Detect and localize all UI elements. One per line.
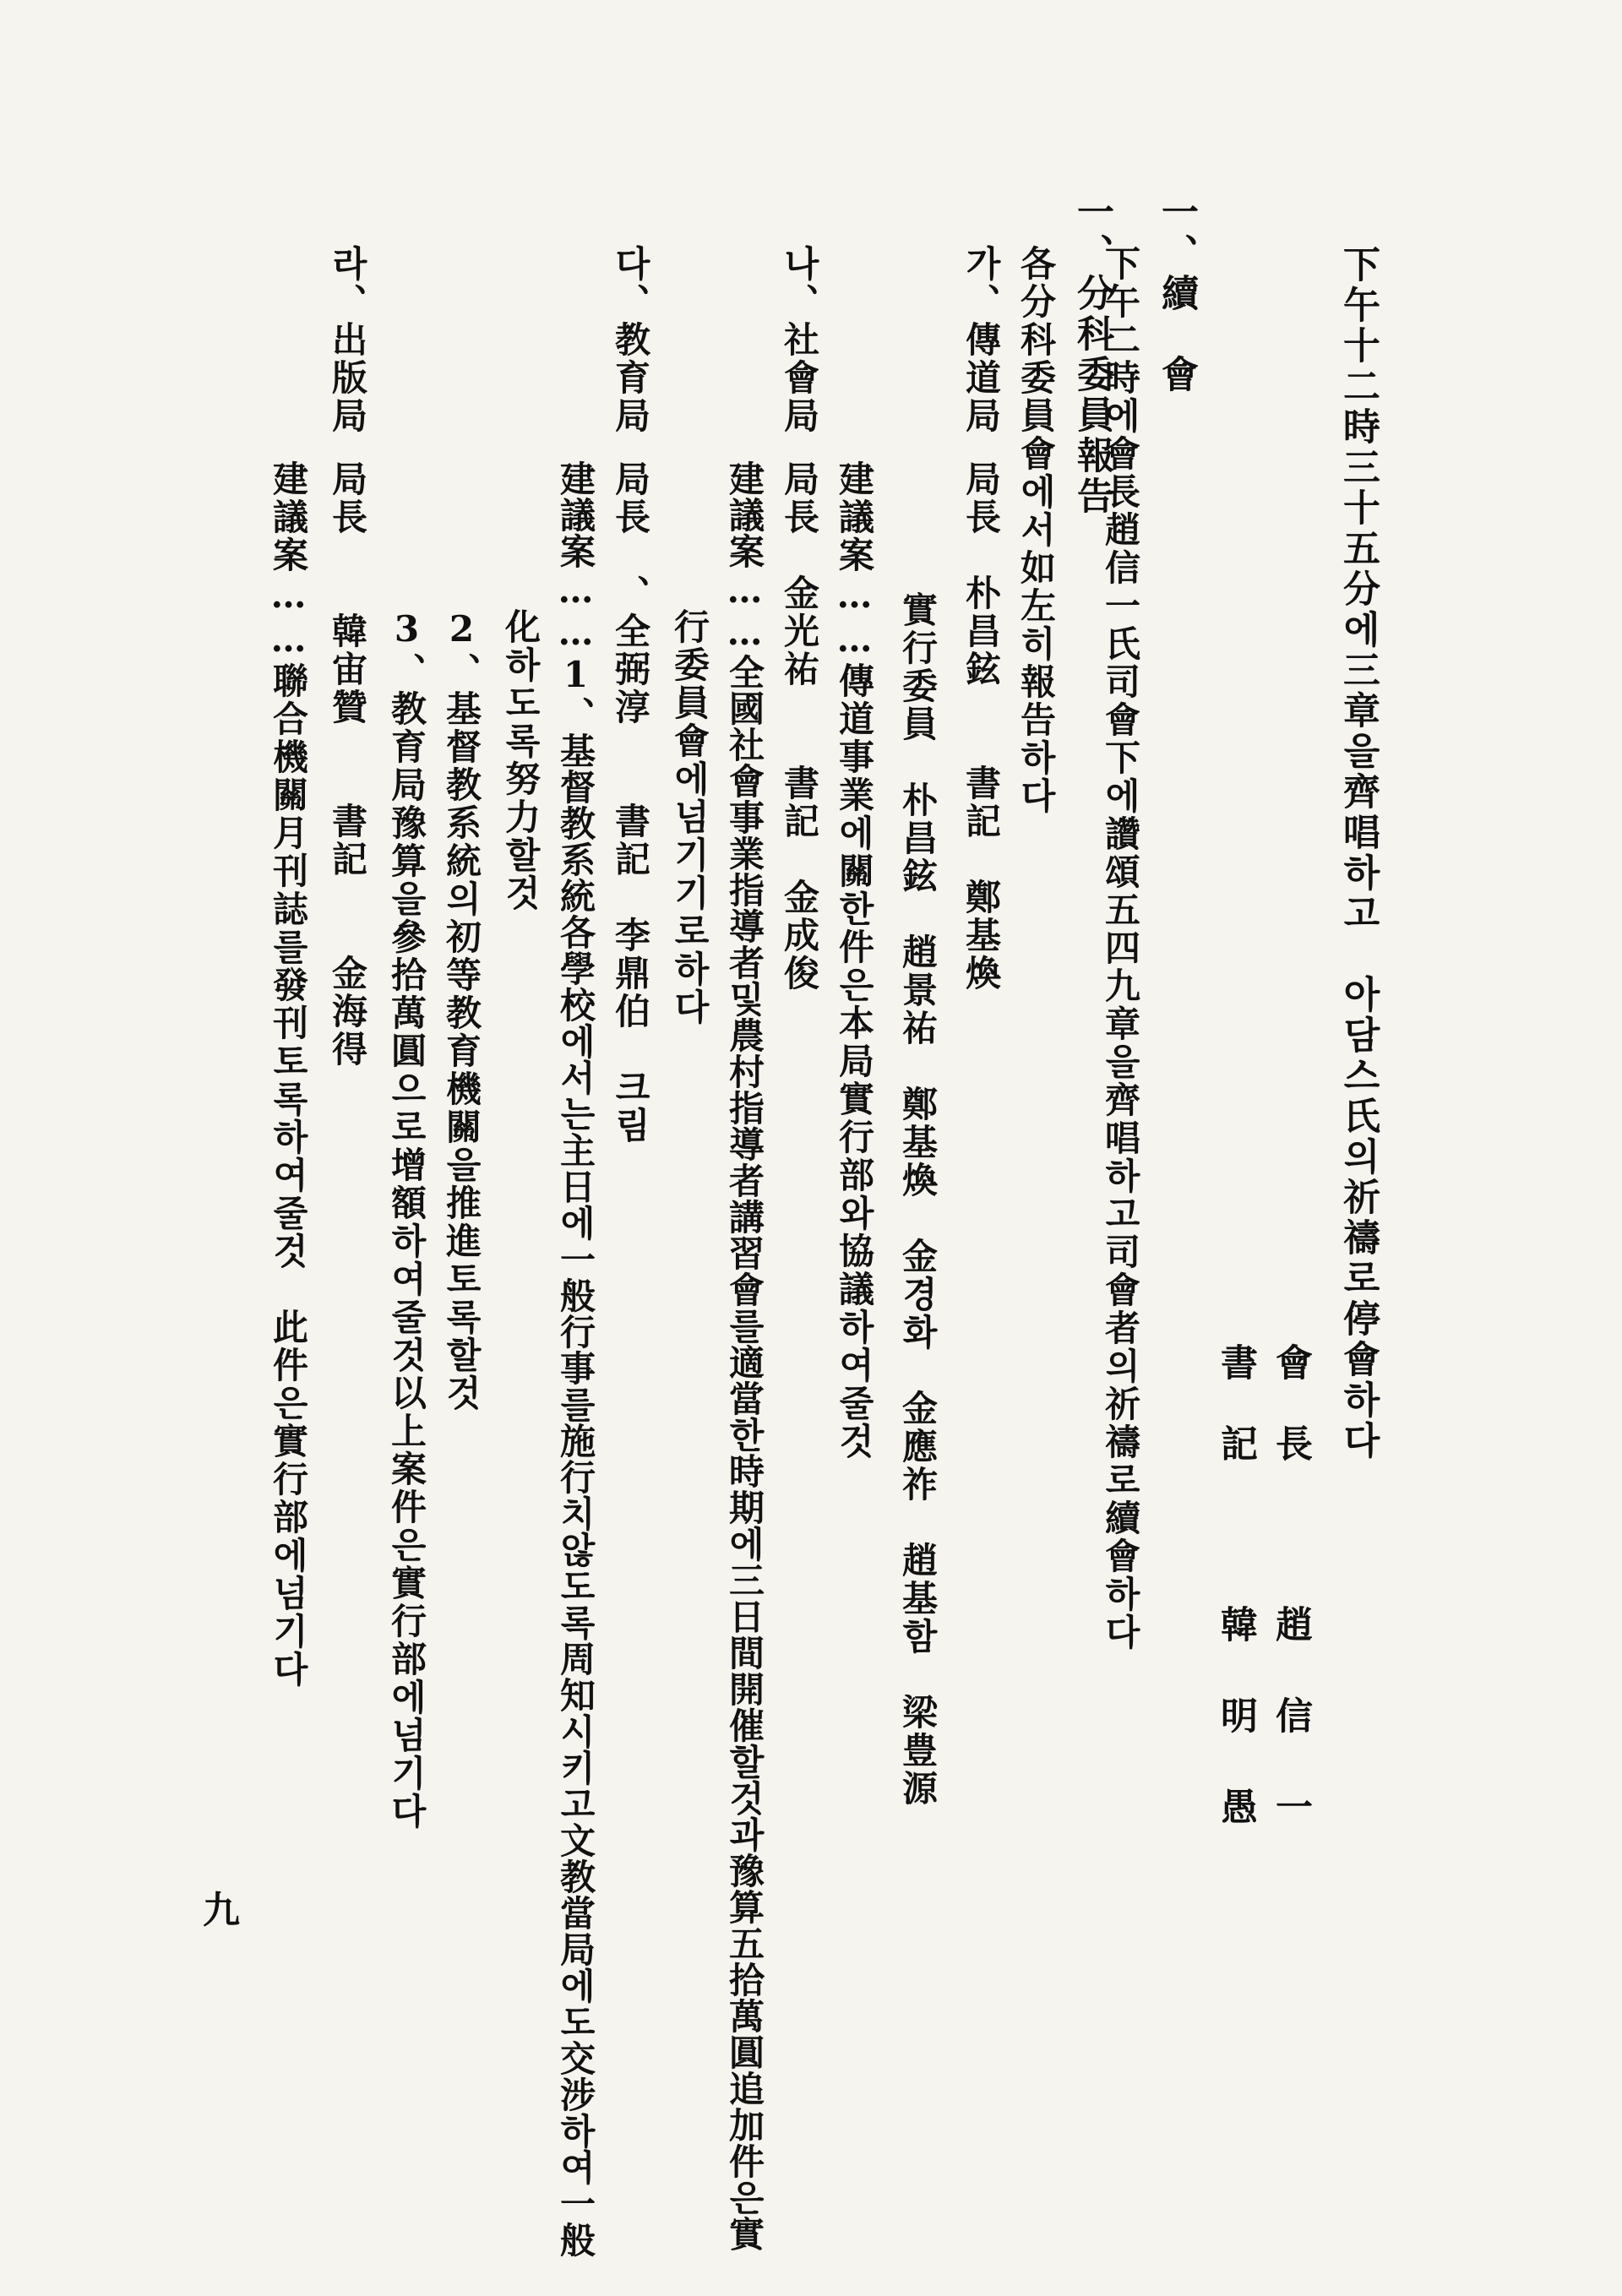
chair-name: 趙信一 [1269,1605,1312,1879]
committee-ga-heading: 가、傳道局 [961,245,1002,435]
committee-da-proposal-2: 2、基督教系統의初等教育機關을推進토록할것 [441,608,482,1412]
chair-label: 會長 [1269,1343,1312,1505]
committee-ga-chief: 局長 朴昌鉉 書記 鄭基煥 [961,460,1002,993]
committee-da-proposal-1: 建議案……1、基督教系統各學校에서는主日에一般行事를施行치않도록周知시키고文教當局에도交涉하여一般 [555,460,596,2258]
committee-ga-proposal: 建議案……傳道事業에關한件은本局實行部와協議하여줄것 [834,460,875,1461]
intro-line: 下午十二時三十五分에三章을齊唱하고 아담스氏의祈禱로停會하다 [1336,245,1380,1461]
continued-text: 下午二時에會長趙信一氏司會下에讚頌五四九章을齊唱하고司會者의祈禱로續會하다 [1100,245,1141,1651]
committee-da-proposal-1-cont: 化하도록努力할것 [500,608,542,912]
reports-heading: 一、分科委員報告 [1070,193,1113,517]
committee-na-chief: 局長 金光祐 書記 金成俊 [779,460,820,993]
committee-na-proposal: 建議案……全國社會事業指導者및農村指導者講習會를適當한時期에三日間開催할것과豫算五拾萬圓追加件은實 [724,460,765,2252]
committee-da-chief: 局長 、全弼淳 書記 李鼎伯 크림 [610,460,651,1145]
committee-ra-heading: 라、出版局 [327,245,368,435]
secretary-name: 韓明愚 [1214,1605,1257,1879]
committee-ra-chief: 局長 韓宙贊 書記 金海得 [327,460,368,1069]
committee-na-proposal-cont: 行委員會에넘기기로하다 [669,608,710,1026]
committee-ra-proposal: 建議案……聯合機關月刊誌를發刊토록하여줄것 此件은實行部에넘기다 [268,460,309,1689]
reports-text: 各分科委員會에서如左히報告하다 [1015,245,1057,815]
secretary-label: 書記 [1214,1343,1257,1505]
committee-da-proposal-3: 3、教育局豫算을參拾萬圓으로增額하여줄것以上案件은實行部에넘기다 [386,608,427,1831]
committee-ga-members: 實行委員 朴昌鉉 趙景祐 鄭基煥 金경화 金應祚 趙基함 梁豊源 [897,591,939,1808]
continued-heading: 一、續 會 [1155,193,1198,395]
committee-da-heading: 다、教育局 [610,245,651,435]
committee-na-heading: 나、社會局 [779,245,820,435]
page-number: 九 [203,1889,240,1932]
